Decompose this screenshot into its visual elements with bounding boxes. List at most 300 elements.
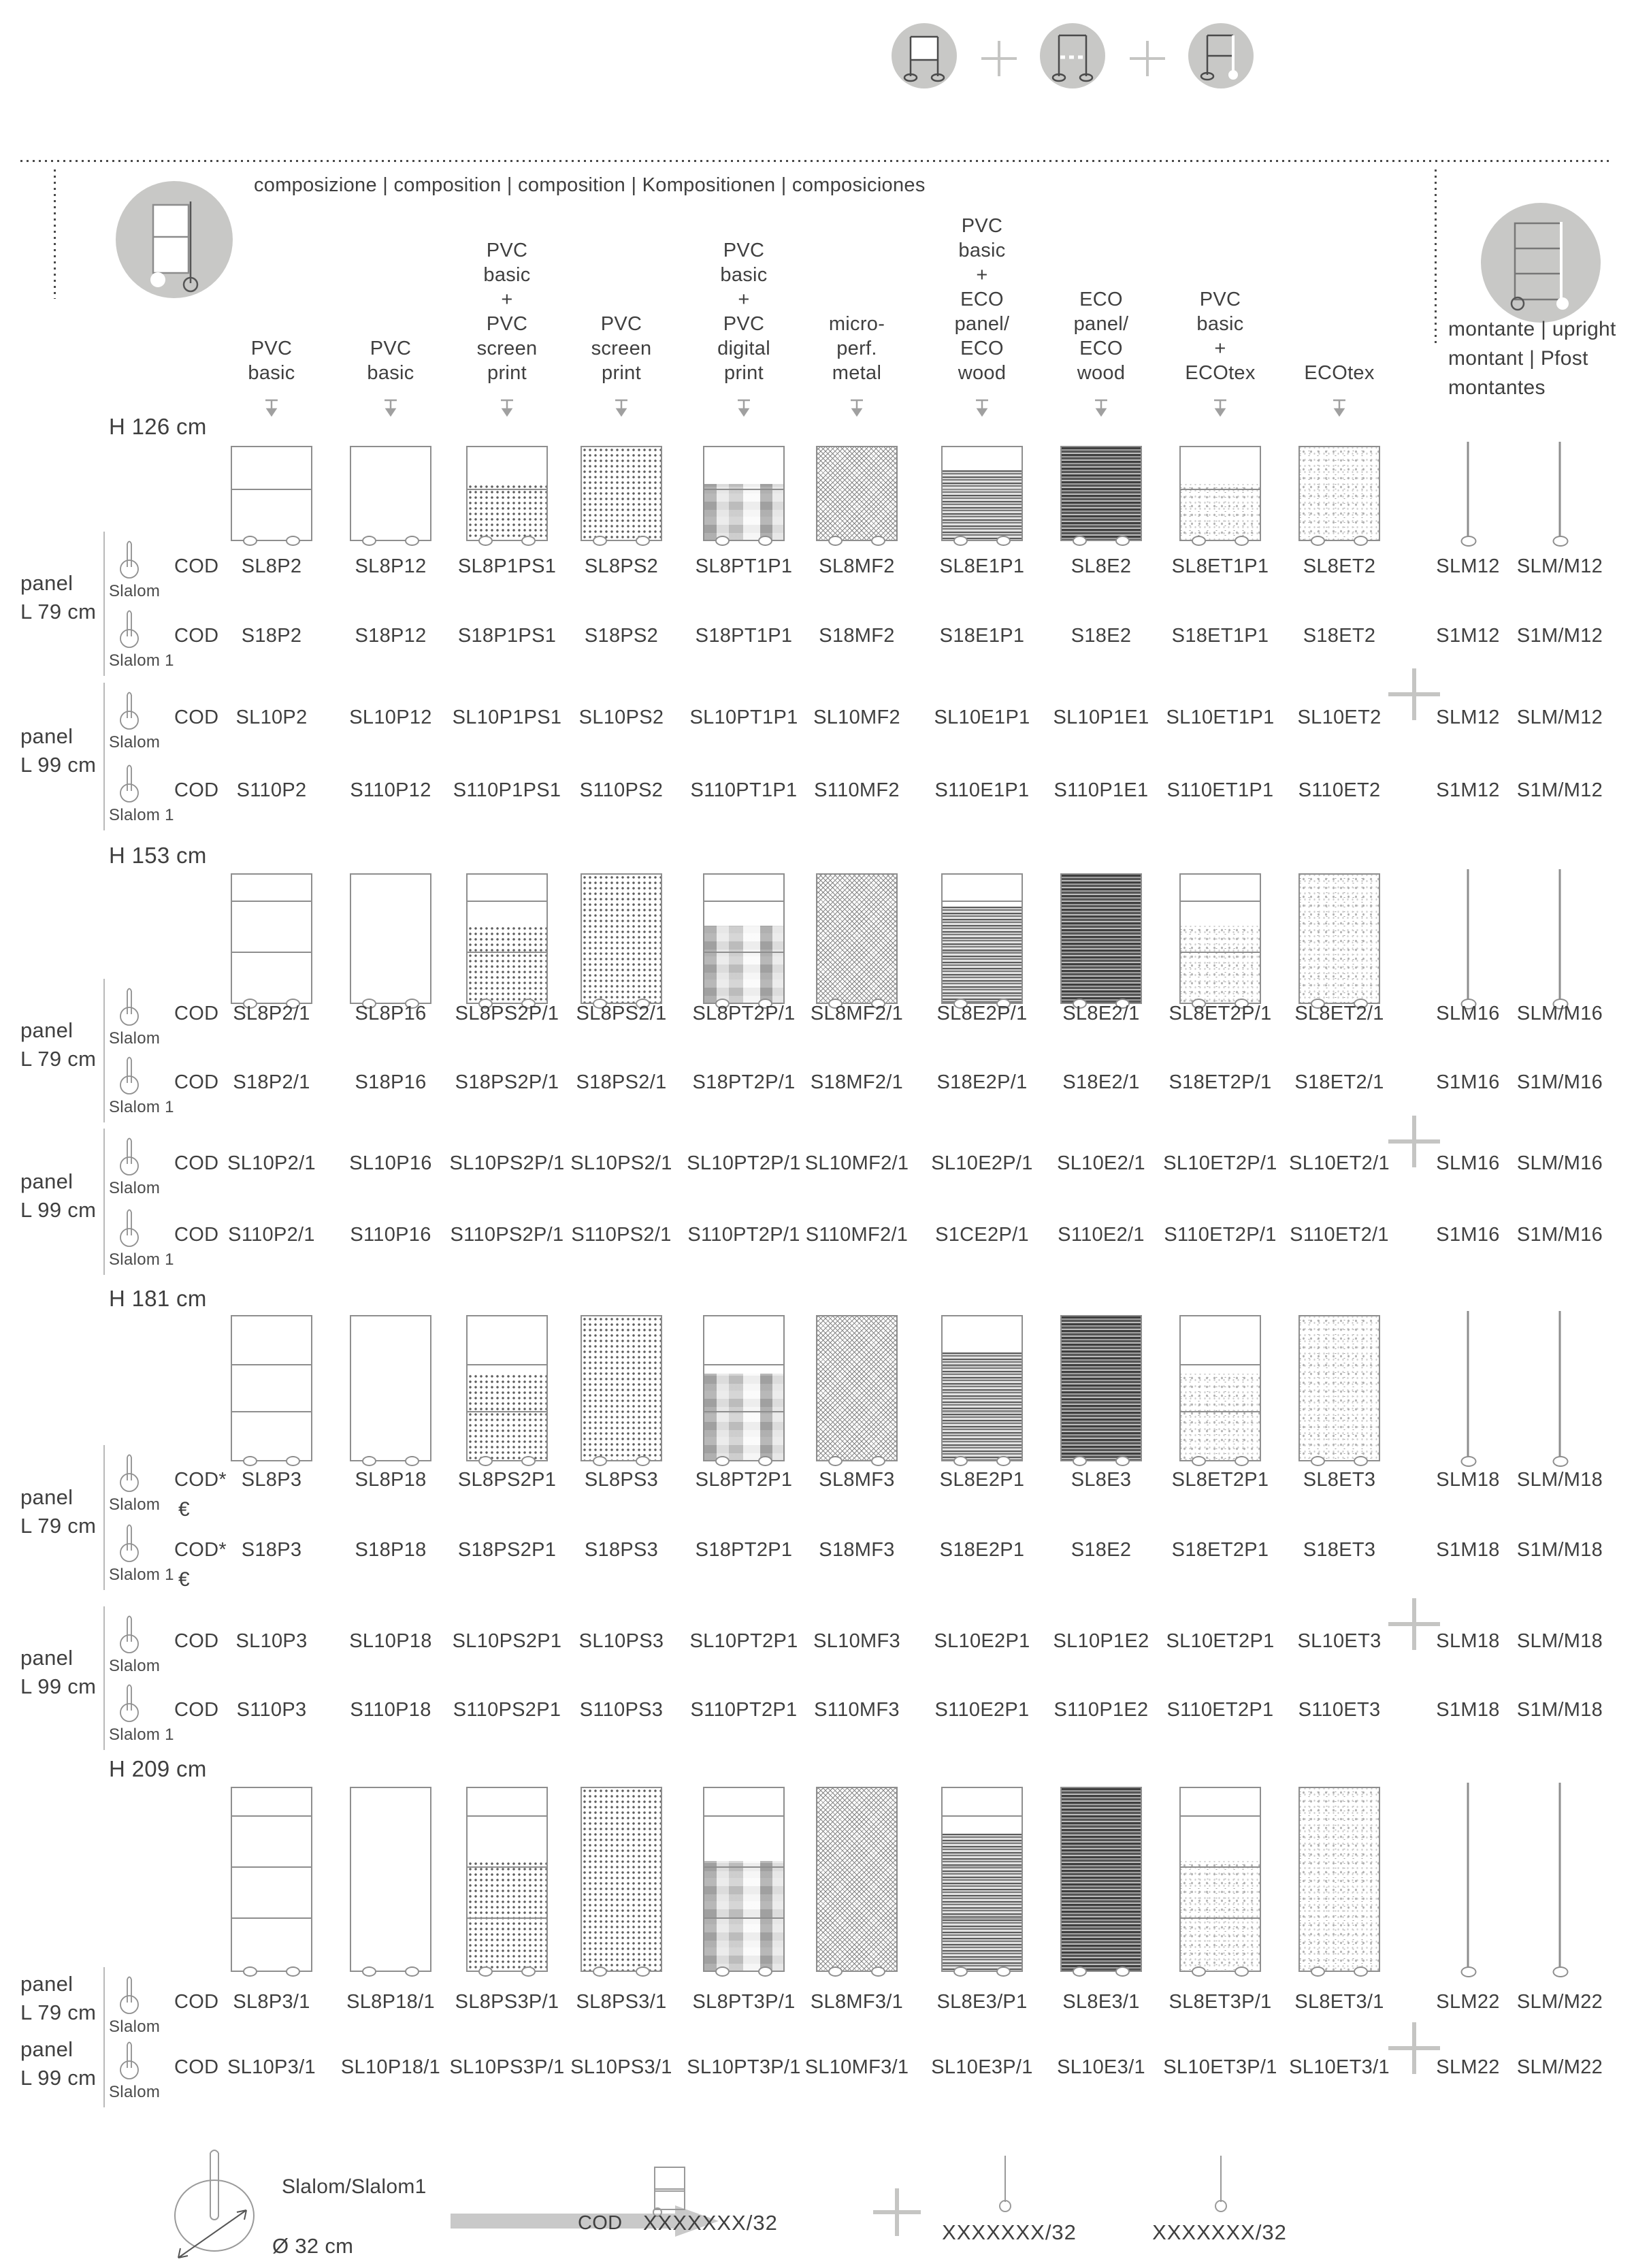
slalom-base-icon [116,987,143,1026]
variant-label: Slalom [109,2018,161,2036]
product-code: SL8E2/1 [1062,1003,1140,1024]
group-bracket-line [103,979,105,1122]
panel-illustration [350,1787,431,1972]
slalom-base-icon [116,1056,143,1095]
montante-code: SLM/M12 [1516,555,1603,577]
montante-code: S1M/M12 [1516,779,1603,801]
variant-label: Slalom [109,582,161,600]
product-code: S110E2P1 [934,1699,1030,1721]
variant-label: Slalom 1 [109,651,174,670]
product-code: S18E2/1 [1062,1071,1140,1093]
product-code: SL8ET2P/1 [1169,1003,1272,1024]
panel-rail [704,1364,783,1365]
down-arrow-icon [497,398,517,417]
panel-size-line: panel [20,1485,73,1509]
product-code: SL8E2 [1071,555,1132,577]
panel-illustration [1060,1315,1142,1461]
product-code: SL8ET2 [1303,555,1376,577]
product-code: S110PS2/1 [571,1224,672,1246]
post-base [1553,536,1569,547]
upright-post-illustration [1559,1311,1561,1461]
panel-print-area [1181,484,1260,540]
product-code: SL8PS3P/1 [455,1991,559,2013]
panel-size-label [20,722,96,779]
product-code: SL8PT3P/1 [692,1991,796,2013]
euro-symbol: € [178,1568,190,1591]
product-code: SL8E3/P1 [936,1991,1028,2013]
column-header-line: PVC [250,338,293,359]
panel-foot [593,1966,607,1977]
panel-foot [243,1966,257,1977]
composition-formula [892,23,1259,98]
montante-code: SLM22 [1436,1991,1500,2013]
panel-foot [871,1456,885,1466]
panel-print-area [943,1834,1022,1971]
product-code: SL8ET2/1 [1294,1003,1384,1024]
product-code: S110PS2P/1 [450,1224,564,1246]
panel-foot [828,1456,843,1466]
panel-foot [362,1966,376,1977]
product-code: S110ET1P1 [1166,779,1274,801]
product-code: S18PS3 [584,1539,659,1561]
panel-foot [758,536,772,546]
panel-rail [1181,1364,1260,1365]
product-code: S110ET2 [1298,779,1381,801]
product-code: S18ET2P/1 [1169,1071,1272,1093]
panel-size-label [20,2035,96,2092]
panel-foot [521,536,536,546]
panel-rail [943,1364,1022,1365]
panel-size-line: L 79 cm [20,2000,97,2024]
panel-print-area [468,1374,546,1460]
panel-rail [943,901,1022,902]
group-bracket-line [103,1606,105,1750]
product-code: SL8MF3/1 [810,1991,904,2013]
down-arrow-icon [612,398,631,417]
product-code: S18E2P/1 [936,1071,1028,1093]
column-header-line: ECO [960,289,1004,310]
panel-foot [715,1456,730,1466]
product-code: SL8MF2/1 [810,1003,904,1024]
product-code: S110E1P1 [934,779,1030,801]
panel-foot [405,1966,419,1977]
product-code: SL8P16 [355,1003,427,1024]
column-header-line: + [738,289,750,310]
column-header-line: + [501,289,513,310]
product-code: SL10E1P1 [934,707,1030,728]
product-code: SL10ET2P1 [1166,1630,1275,1652]
montante-header-line: montantes [1448,376,1546,399]
panel-illustration [1298,1787,1380,1972]
panel-foot [243,1456,257,1466]
panel-rail [943,1917,1022,1919]
panel-illustration [1179,873,1261,1004]
column-header-line: + [1214,338,1226,359]
product-code: SL10MF3 [813,1630,900,1652]
product-code: SL10P3 [235,1630,308,1652]
panel-foot [478,1966,493,1977]
product-code: SL8P3 [241,1469,302,1491]
product-code: S110P12 [350,779,431,801]
panel-foot [1192,1966,1206,1977]
product-code: SL10P1E1 [1053,707,1149,728]
product-code: SL8PT1P1 [695,555,793,577]
panel-size-line: panel [20,1169,73,1193]
montante-code: S1M16 [1436,1071,1500,1093]
product-code: SL8P3/1 [233,1991,310,2013]
cod-label: COD [174,555,219,577]
panel-illustration [1179,1787,1261,1972]
plus-bar [1412,668,1416,720]
panel-rail [232,952,311,953]
panel-illustration [703,446,785,541]
panel-size-line: panel [20,724,73,748]
column-header-line: panel/ [954,313,1010,335]
product-code: SL8MF2 [819,555,895,577]
column-header-line: ECO [1079,338,1123,359]
product-code: SL8ET1P1 [1171,555,1269,577]
column-header-line: basic [1196,313,1244,335]
product-code: SL10P2/1 [227,1152,316,1174]
column-header-line: screen [476,338,538,359]
slalom-base-icon [116,1683,143,1723]
product-code: SL10E2P/1 [931,1152,1033,1174]
product-code: S18ET1P1 [1171,625,1269,647]
column-header-line: wood [1077,362,1126,384]
panel-illustration [941,446,1023,541]
panel-illustration [231,1787,312,1972]
product-code: SL8P1PS1 [457,555,557,577]
panel-rail [468,1866,546,1868]
product-code: S110P1E1 [1053,779,1149,801]
plus-icon [1130,41,1165,76]
panel-rail [704,1815,783,1817]
product-code: S18P1PS1 [457,625,557,647]
panel-mini-diagram [652,2166,690,2218]
montante-code: S1M18 [1436,1699,1500,1721]
panel-foot [1235,536,1249,546]
montante-header-line: montante | upright [1448,318,1616,340]
product-code: SL10ET3/1 [1289,2056,1390,2078]
post-base [1461,1966,1477,1977]
product-code: SL10PS2/1 [570,1152,672,1174]
upright-post-illustration [1467,1311,1469,1461]
plus-bar [1412,1116,1416,1167]
panel-size-line: panel [20,1972,73,1996]
down-arrow-icon [1092,398,1111,417]
montante-header-line: montant | Pfost [1448,347,1588,370]
column-header [829,312,885,385]
product-code: S18P2 [241,625,302,647]
panel-rail [704,489,783,490]
panel-rail [232,1866,311,1868]
product-code: S18ET3 [1303,1539,1376,1561]
product-code: SL8P2/1 [233,1003,310,1024]
panel-rail [1181,489,1260,490]
product-code: S110PS3 [579,1699,664,1721]
cod-label: COD [174,625,219,647]
panel-foot [871,1966,885,1977]
panel-rail [704,1866,783,1868]
product-code: SL10E2/1 [1057,1152,1145,1174]
column-header-line: perf. [836,338,877,359]
montante-code: S1M/M16 [1516,1071,1603,1093]
panel-illustration [816,446,898,541]
product-code: SL10P3/1 [227,2056,316,2078]
montante-code: S1M/M16 [1516,1224,1603,1246]
product-code: SL8ET3 [1303,1469,1376,1491]
post-mini-diagram [1211,2154,1231,2216]
product-code: S110ET3 [1298,1699,1381,1721]
column-header [591,312,652,385]
slalom-base-icon [116,1975,143,2015]
product-code: S18PT2P1 [695,1539,793,1561]
panel-size-label [20,1644,96,1701]
montante-code: SLM12 [1436,555,1500,577]
panel-illustration [1060,873,1142,1004]
panel-size-line: panel [20,1018,73,1042]
panel-foot [478,1456,493,1466]
product-code: SL8PS2 [584,555,659,577]
panel-foot [362,536,376,546]
montante-code: SLM/M16 [1516,1152,1603,1174]
panel-size-line: L 99 cm [20,2066,97,2090]
column-header-line: basic [958,240,1006,261]
montante-code: SLM/M18 [1516,1630,1603,1652]
variant-label: Slalom [109,1657,161,1675]
panel-rail [232,1815,311,1817]
product-code: SL10PS2 [578,707,664,728]
panel-illustration [231,446,312,541]
column-header-line: digital [717,338,770,359]
product-code: S110PT1P1 [690,779,798,801]
upright-post-illustration [1467,1783,1469,1972]
panel-size-line: L 79 cm [20,1046,97,1071]
panel-print-area [704,1374,783,1460]
arrow-right-icon [451,2214,675,2229]
panel-rail [943,952,1022,953]
variant-label: Slalom [109,2083,161,2101]
product-code: SL8PS2P/1 [455,1003,559,1024]
upright-post-illustration [1467,869,1469,1004]
slalom-base-icon [116,540,143,579]
down-arrow-icon [1330,398,1349,417]
column-header-line: basic [367,362,414,384]
panel-foot [405,1456,419,1466]
down-arrow-icon [973,398,992,417]
panel-illustration [466,446,548,541]
panel-rail [468,1815,546,1817]
panel-rail [704,1411,783,1412]
slalom-base-icon [116,764,143,803]
product-code: S110P16 [350,1224,431,1246]
variant-label: Slalom 1 [109,806,174,824]
panel-foot [521,1966,536,1977]
slalom-base-icon [116,1208,143,1248]
product-code: S18PT1P1 [695,625,793,647]
panel-foot [593,536,607,546]
montante-code: SLM/M16 [1516,1003,1603,1024]
plus-icon [981,41,1017,76]
panel-rail [232,489,311,490]
column-header-line: PVC [723,313,765,335]
variant-label: Slalom [109,1495,161,1514]
panel-size-line: panel [20,571,73,595]
panel-illustration [1298,873,1380,1004]
panel-rail [943,489,1022,490]
panel-rail [943,1815,1022,1817]
product-code: S110E2/1 [1058,1224,1145,1246]
column-header [1074,287,1129,385]
panel-foot [715,1966,730,1977]
panel-illustration [466,1315,548,1461]
product-code: SL10MF2 [813,707,900,728]
panel-variant-1-icon [892,23,957,88]
dotted-divider [20,160,1613,162]
down-arrow-icon [1211,398,1230,417]
product-code: SL8ET3P/1 [1169,1991,1272,2013]
product-code: S18ET2/1 [1294,1071,1384,1093]
product-code: SL8PT2P/1 [692,1003,796,1024]
panel-rail [232,1411,311,1412]
montante-code: S1M/M12 [1516,625,1603,647]
panel-rail [232,901,311,902]
column-header [477,238,538,385]
montante-code: S1M12 [1436,625,1500,647]
product-code: SL10PT2P/1 [687,1152,801,1174]
panel-size-label [20,569,96,626]
product-code: S18E1P1 [939,625,1025,647]
panel-rail [468,1917,546,1919]
upright-post-illustration [1559,869,1561,1004]
panel-foot [953,536,968,546]
product-code: SL10E2P1 [934,1630,1030,1652]
product-code: SL10PS3/1 [570,2056,672,2078]
section-height-label: H 209 cm [109,1756,207,1781]
montante-code: SLM/M12 [1516,707,1603,728]
product-code: SL10P2 [235,707,308,728]
euro-symbol: € [178,1498,190,1521]
panel-illustration [581,873,662,1004]
down-arrow-icon [847,398,866,417]
product-code: SL8ET3/1 [1294,1991,1384,2013]
product-code: S18PS2/1 [576,1071,667,1093]
product-code: S110MF2/1 [805,1224,909,1246]
montante-code: SLM16 [1436,1152,1500,1174]
panel-print-area [704,926,783,1003]
panel-illustration [941,873,1023,1004]
panel-print-area [943,470,1022,540]
cod-label: COD [174,1699,219,1721]
product-code: SL10P18/1 [340,2056,441,2078]
upright-post-illustration [1467,442,1469,541]
cod-label: COD [174,1224,219,1246]
panel-illustration [941,1315,1023,1461]
panel-print-area [1181,1374,1260,1460]
slalom-base-icon [116,609,143,649]
product-code: SL10PS2P1 [452,1630,562,1652]
product-code: S110MF3 [814,1699,900,1721]
panel-illustration [816,1315,898,1461]
panel-rail [1181,1917,1260,1919]
panel-foot [828,536,843,546]
product-code: SL10P18 [349,1630,432,1652]
product-code: SL8E3 [1071,1469,1132,1491]
section-height-label: H 181 cm [109,1286,207,1311]
product-code: SL10E3P/1 [931,2056,1033,2078]
panel-upright-icon [1188,23,1254,88]
product-code: SL10P1PS1 [452,707,562,728]
column-header-line: print [724,362,764,384]
product-code: S18MF2/1 [810,1071,904,1093]
panel-foot [953,1456,968,1466]
column-header-line: print [602,362,641,384]
panel-illustration [1060,1787,1142,1972]
panel-print-area [943,907,1022,1003]
product-code: SL8PT2P1 [695,1469,793,1491]
panel-illustration [703,1787,785,1972]
panel-rail [1181,901,1260,902]
panel-foot [636,536,650,546]
column-header-line: PVC [600,313,642,335]
panel-size-line: L 99 cm [20,1674,97,1698]
product-code: S110ET2/1 [1290,1224,1389,1246]
panel-print-area [468,1861,546,1971]
cod-label: COD [174,1071,219,1093]
panel-print-area [704,1861,783,1971]
group-bracket-line [103,532,105,676]
montante-code: S1M/M18 [1516,1539,1603,1561]
column-header [1185,287,1255,385]
cod-label: COD [174,707,219,728]
legend-panel-code: XXXXXXX/32 [643,2211,778,2235]
post-base [1553,1456,1569,1467]
panel-rail [468,1411,546,1412]
panel-rail [468,1364,546,1365]
product-code: S18ET2P1 [1171,1539,1269,1561]
montante-code: SLM12 [1436,707,1500,728]
column-header-line: basic [248,362,295,384]
column-header-line: basic [720,264,768,286]
panel-size-label [20,1970,96,2027]
plus-icon [1388,1598,1440,1650]
column-header-line: + [976,264,988,286]
section-height-label: H 126 cm [109,414,207,439]
montante-code: S1M/M18 [1516,1699,1603,1721]
panel-foot [286,1456,300,1466]
down-arrow-icon [734,398,753,417]
panel-foot [362,1456,376,1466]
panel-rail [1181,1866,1260,1868]
variant-label: Slalom 1 [109,1566,174,1584]
panel-rail [1181,1411,1260,1412]
panel-foot [1354,536,1368,546]
panel-illustration [581,1315,662,1461]
panel-illustration [703,1315,785,1461]
panel-size-label [20,1016,96,1073]
panel-illustration [703,873,785,1004]
base-diagram [163,2148,286,2267]
column-header [1304,361,1374,385]
product-code: SL10ET1P1 [1166,707,1275,728]
product-code: S1CE2P/1 [935,1224,1029,1246]
product-code: S110PT2P1 [690,1699,798,1721]
section-height-label: H 153 cm [109,843,207,868]
plus-icon [1388,2022,1440,2074]
product-code: S18P3 [241,1539,302,1561]
plus-icon [1388,668,1440,720]
panel-size-label [20,1167,96,1225]
